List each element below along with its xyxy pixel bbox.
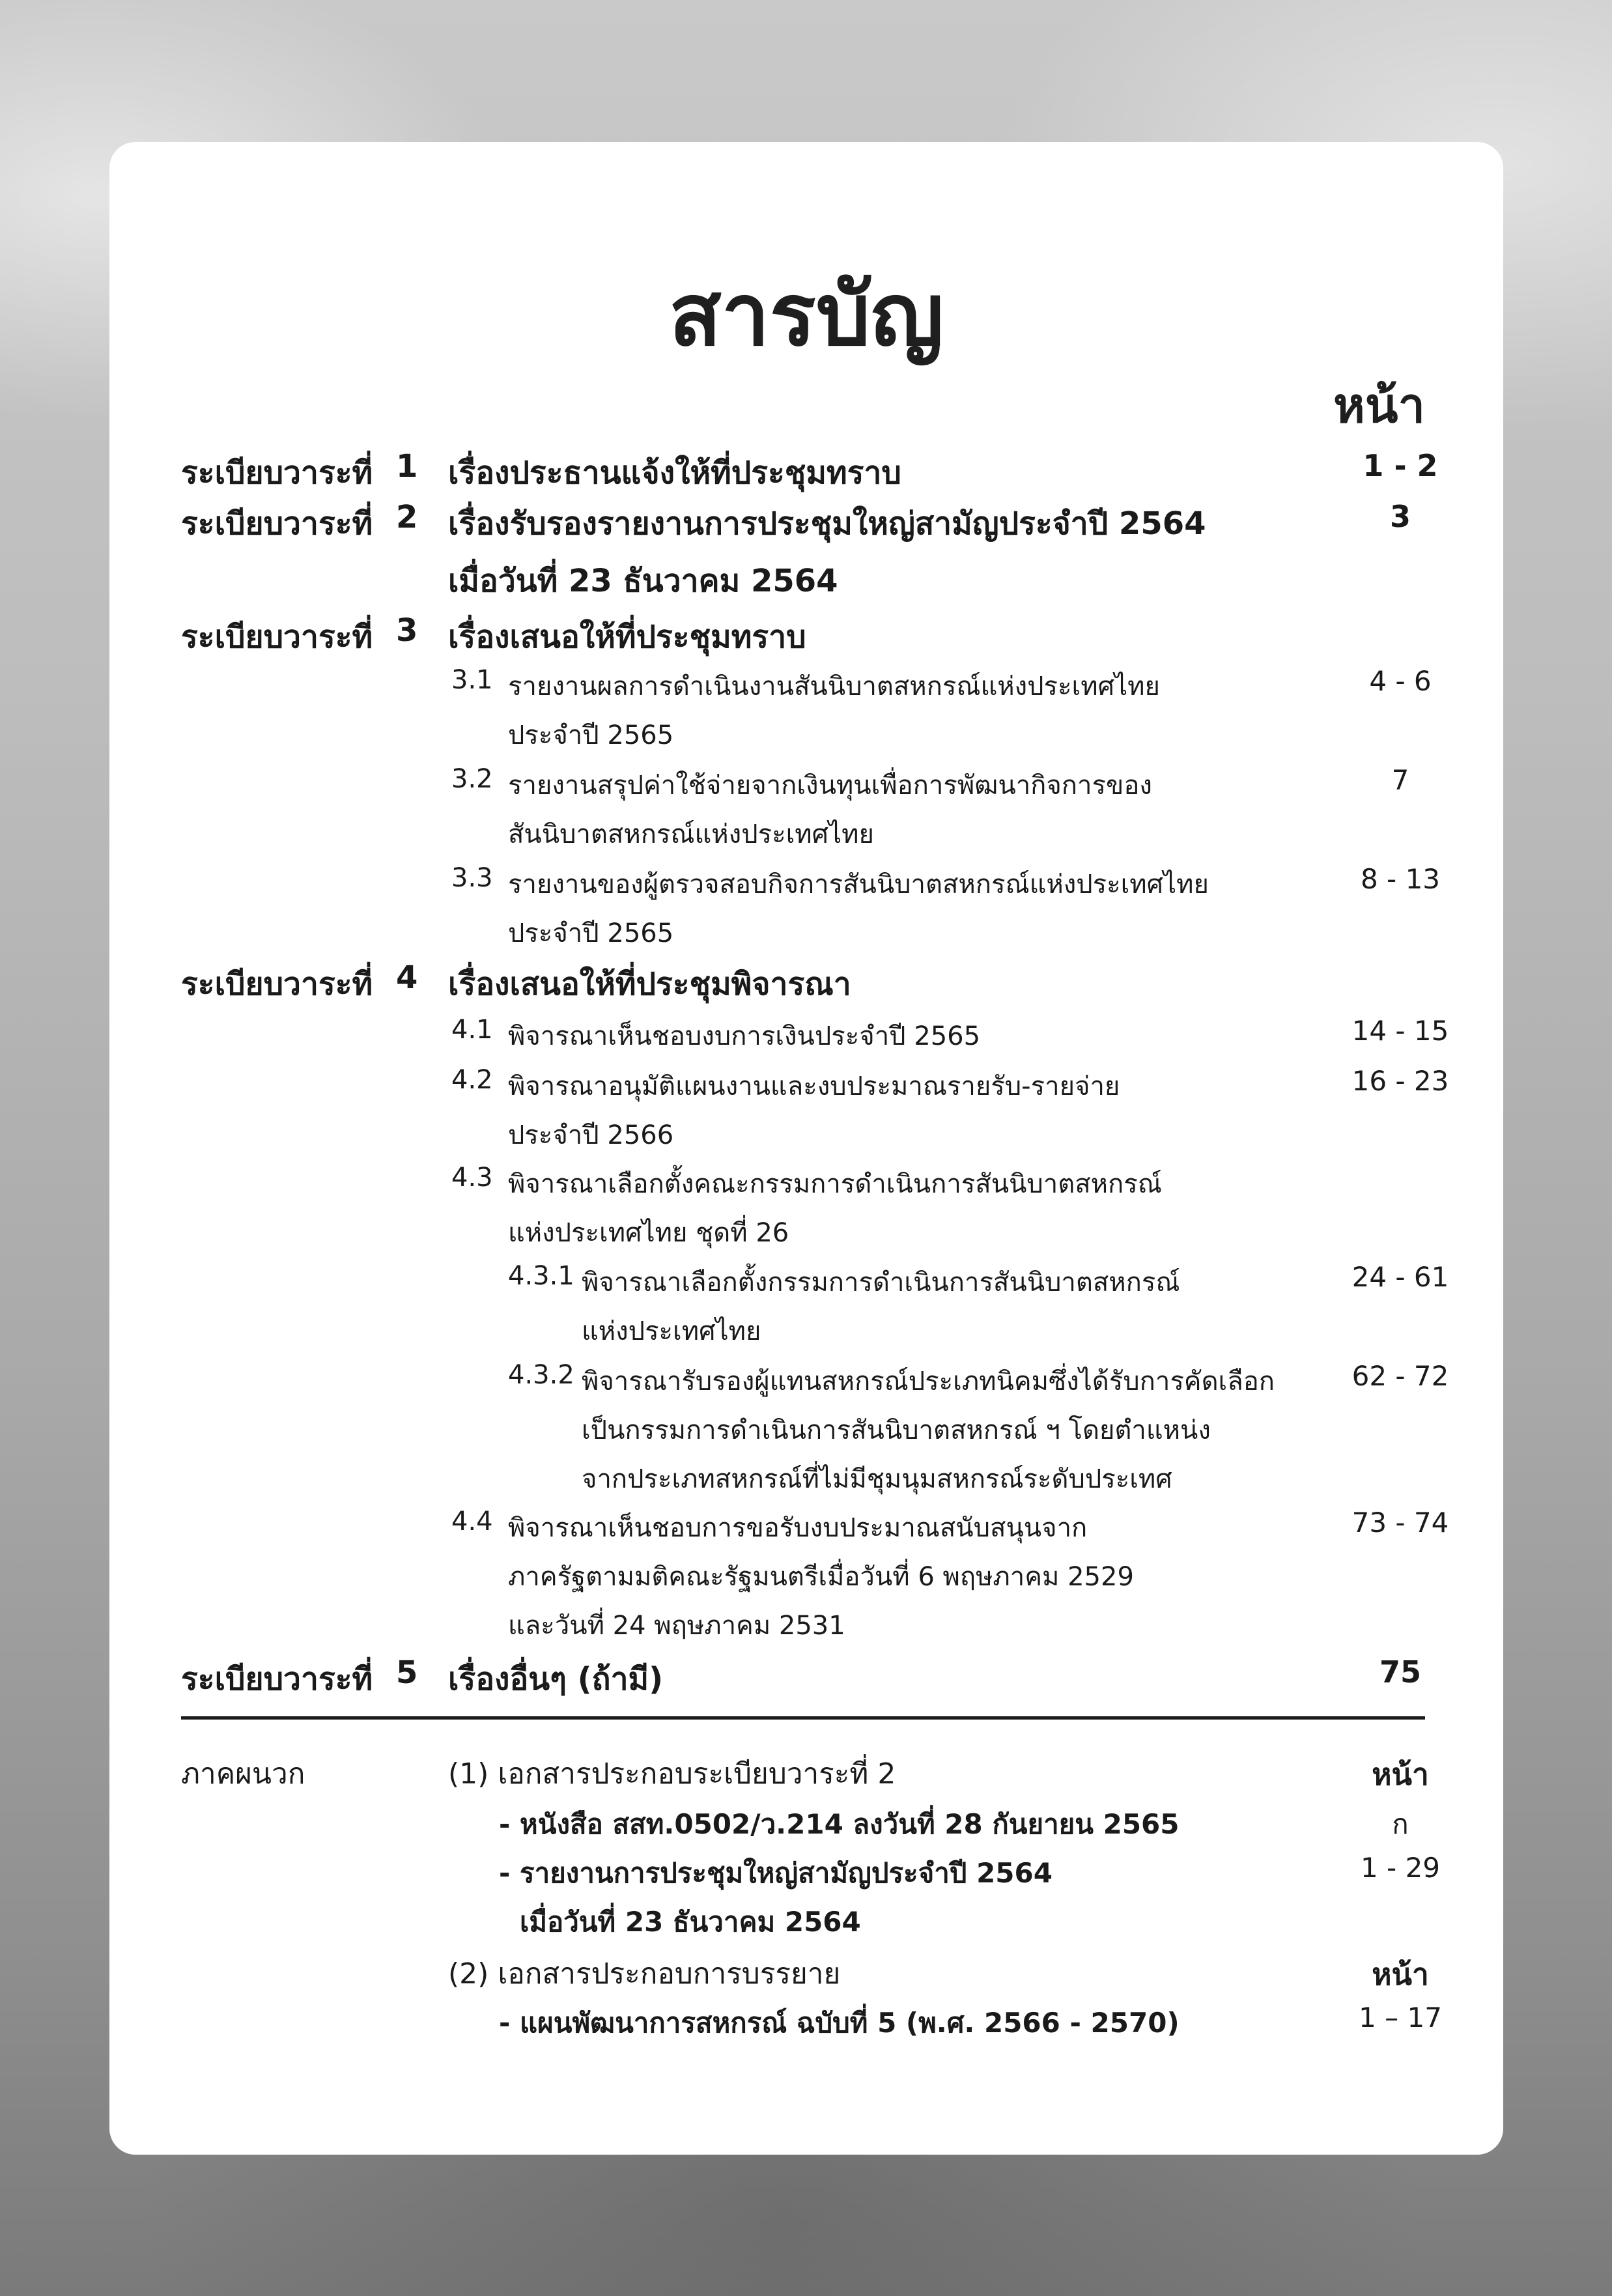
page-number: 16 - 23	[1351, 1065, 1449, 1097]
item-text-continued: สันนิบาตสหกรณ์แห่งประเทศไทย	[508, 819, 874, 849]
section-divider	[181, 1716, 1425, 1720]
appendix-entry-text-continued: เมื่อวันที่ 23 ธันวาคม 2564	[520, 1906, 861, 1938]
item-number: 4.3.1	[508, 1261, 574, 1291]
item-number: 3.1	[451, 665, 493, 695]
page-number: 3	[1389, 499, 1411, 534]
item-text-continued: ประจำปี 2565	[508, 918, 674, 948]
item-number: 3.3	[451, 863, 493, 893]
page-number: 73 - 74	[1351, 1507, 1449, 1538]
page-number: 4 - 6	[1369, 665, 1432, 697]
agenda-number: 2	[396, 499, 418, 535]
appendix-section-title: (1) เอกสารประกอบระเบียบวาระที่ 2	[448, 1757, 896, 1791]
item-text: พิจารณาเลือกตั้งกรรมการดำเนินการสันนิบาตสหกรณ์	[582, 1268, 1180, 1297]
item-text: รายงานผลการดำเนินงานสันนิบาตสหกรณ์แห่งประเทศไทย	[508, 672, 1160, 702]
page-number: ก	[1392, 1808, 1409, 1840]
agenda-title: เรื่องอื่นๆ (ถ้ามี)	[448, 1661, 664, 1697]
agenda-title: เรื่องเสนอให้ที่ประชุมพิจารณา	[448, 966, 851, 1002]
item-text: พิจารณาอนุมัติแผนงานและงบประมาณรายรับ-รายจ่าย	[508, 1071, 1120, 1101]
item-text-continued: ประจำปี 2566	[508, 1120, 674, 1150]
page-number: 75	[1379, 1654, 1421, 1690]
item-number: 4.3	[451, 1163, 493, 1193]
toc-card	[109, 142, 1503, 2155]
appendix-entry-text: - แผนพัฒนาการสหกรณ์ ฉบับที่ 5 (พ.ศ. 2566 - 2570)	[499, 2007, 1180, 2039]
appendix-entry-text: - หนังสือ สสท.0502/ว.214 ลงวันที่ 28 กันยายน 2565	[499, 1808, 1180, 1840]
item-text: รายงานสรุปค่าใช้จ่ายจากเงินทุนเพื่อการพัฒนากิจการของ	[508, 771, 1152, 801]
item-text-continued: แห่งประเทศไทย ชุดที่ 26	[508, 1218, 789, 1248]
appendix-entry-text: - รายงานการประชุมใหญ่สามัญประจำปี 2564	[499, 1857, 1053, 1889]
agenda-label: ระเบียบวาระที่	[181, 1661, 373, 1697]
page-number: 1 - 2	[1363, 448, 1438, 483]
page-number: 14 - 15	[1351, 1015, 1449, 1047]
page-number: 62 - 72	[1351, 1360, 1449, 1392]
item-number: 3.2	[451, 764, 493, 794]
appendix-label: ภาคผนวก	[181, 1757, 305, 1791]
agenda-label: ระเบียบวาระที่	[181, 619, 373, 655]
item-text-continued: ประจำปี 2565	[508, 720, 674, 750]
item-number: 4.4	[451, 1507, 493, 1537]
item-text: พิจารณาเลือกตั้งคณะกรรมการดำเนินการสันนิบาตสหกรณ์	[508, 1169, 1162, 1199]
agenda-label: ระเบียบวาระที่	[181, 455, 373, 491]
item-text: พิจารณาเห็นชอบงบการเงินประจำปี 2565	[508, 1021, 981, 1051]
agenda-number: 1	[396, 448, 418, 485]
page-number: 24 - 61	[1351, 1261, 1449, 1293]
item-text: พิจารณาเห็นชอบการขอรับงบประมาณสนับสนุนจาก	[508, 1513, 1088, 1543]
appendix-page-header: หน้า	[1372, 1957, 1429, 1992]
agenda-label: ระเบียบวาระที่	[181, 966, 373, 1002]
item-number: 4.2	[451, 1065, 493, 1095]
page-column-header: หน้า	[1333, 378, 1425, 434]
page-title: สารบัญ	[669, 265, 944, 365]
item-text: พิจารณารับรองผู้แทนสหกรณ์ประเภทนิคมซึ่งได้รับการคัดเลือก	[582, 1367, 1275, 1396]
agenda-title: เรื่องประธานแจ้งให้ที่ประชุมทราบ	[448, 455, 901, 491]
page-number: 7	[1391, 764, 1409, 796]
item-number: 4.3.2	[508, 1360, 574, 1390]
agenda-label: ระเบียบวาระที่	[181, 505, 373, 542]
appendix-section-title: (2) เอกสารประกอบการบรรยาย	[448, 1957, 841, 1991]
item-text-continued: ภาครัฐตามมติคณะรัฐมนตรีเมื่อวันที่ 6 พฤษภาคม 2529	[508, 1562, 1134, 1592]
agenda-title: เรื่องเสนอให้ที่ประชุมทราบ	[448, 619, 806, 655]
agenda-title: เรื่องรับรองรายงานการประชุมใหญ่สามัญประจำปี 2564	[448, 505, 1206, 542]
page-number: 8 - 13	[1360, 863, 1441, 895]
item-text-continued: เป็นกรรมการดำเนินการสันนิบาตสหกรณ์ ฯ โดยตำแหน่ง	[582, 1415, 1211, 1445]
agenda-number: 4	[396, 959, 418, 996]
item-text-continued: จากประเภทสหกรณ์ที่ไม่มีชุมนุมสหกรณ์ระดับประเทศ	[582, 1464, 1172, 1494]
agenda-title-continued: เมื่อวันที่ 23 ธันวาคม 2564	[448, 563, 838, 599]
item-text-continued: แห่งประเทศไทย	[582, 1316, 761, 1346]
agenda-number: 3	[396, 612, 418, 649]
page-number: 1 – 17	[1359, 2002, 1442, 2034]
item-number: 4.1	[451, 1015, 493, 1045]
item-text-continued: และวันที่ 24 พฤษภาคม 2531	[508, 1611, 845, 1641]
page-number: 1 - 29	[1360, 1852, 1441, 1884]
agenda-number: 5	[396, 1654, 418, 1691]
appendix-page-header: หน้า	[1372, 1757, 1429, 1792]
item-text: รายงานของผู้ตรวจสอบกิจการสันนิบาตสหกรณ์แห่งประเทศไทย	[508, 870, 1209, 900]
